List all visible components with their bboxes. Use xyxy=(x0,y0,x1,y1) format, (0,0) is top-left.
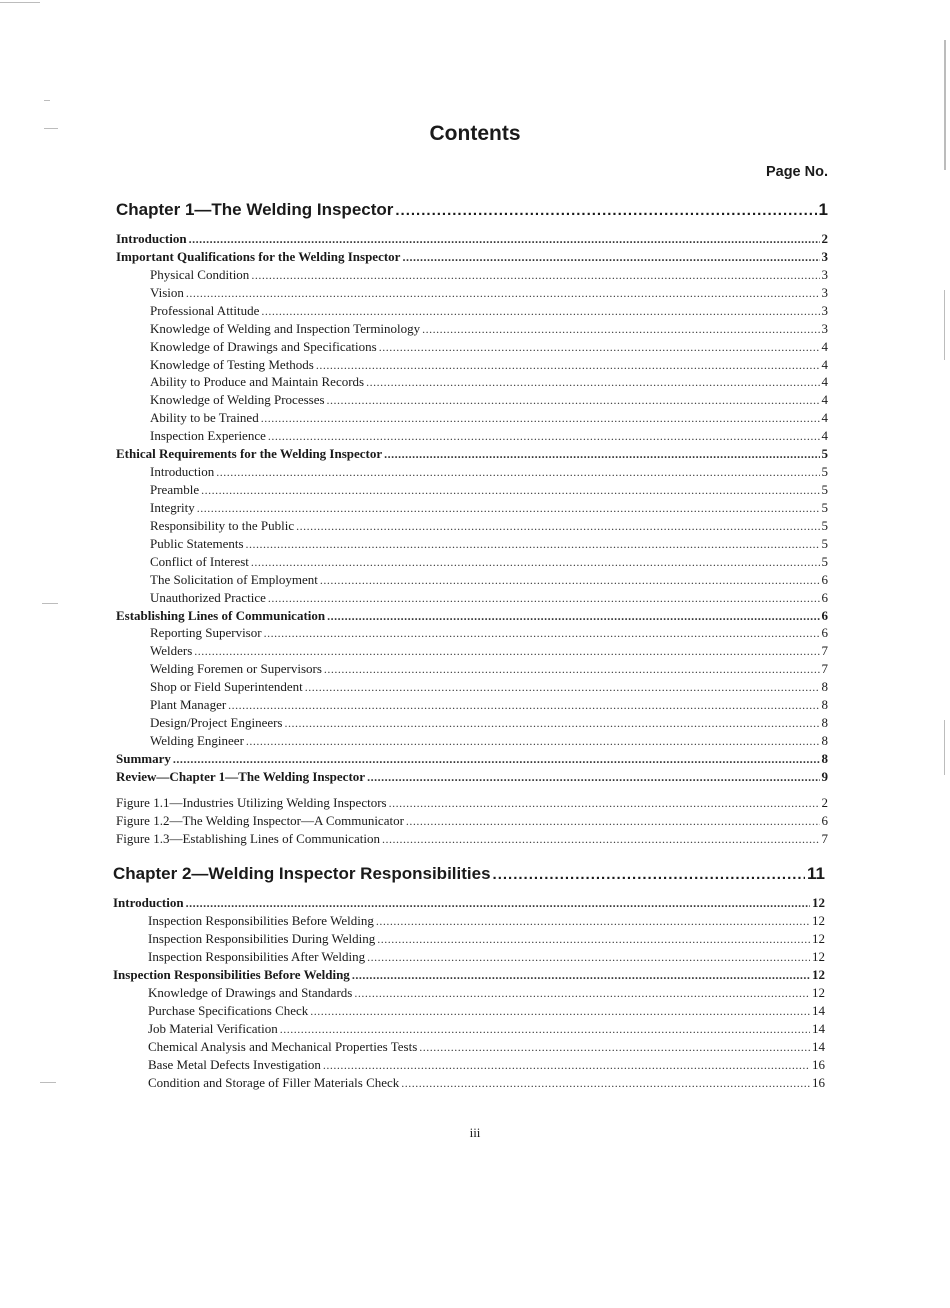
toc-entry-text: Inspection Experience xyxy=(150,428,266,444)
toc-entry-page: 8 xyxy=(821,733,828,749)
dot-leader xyxy=(352,966,810,984)
toc-entry-page: 14 xyxy=(812,1003,825,1018)
dot-leader xyxy=(402,248,819,266)
dot-leader xyxy=(310,1002,810,1020)
toc-subsection-entry[interactable] xyxy=(150,373,828,391)
toc-entry-text: Welding Engineer xyxy=(150,733,244,749)
toc-entry-text: Conflict of Interest xyxy=(150,553,249,569)
dot-leader xyxy=(197,499,820,517)
toc-entry-page: 5 xyxy=(821,499,828,515)
toc-entry-text: Summary xyxy=(116,750,171,766)
dot-leader xyxy=(216,463,819,481)
dot-leader xyxy=(285,714,820,732)
toc-entry-text: Shop or Field Superintendent xyxy=(150,679,303,695)
toc-subsection-entry[interactable] xyxy=(150,409,828,427)
toc-entry-page: 8 xyxy=(821,715,828,731)
toc-entry-text: Inspection Responsibilities Before Welding xyxy=(113,967,350,982)
toc-subsection-entry[interactable] xyxy=(148,1056,825,1074)
toc-subsection-entry[interactable] xyxy=(150,535,828,553)
toc-figure-entry[interactable] xyxy=(116,794,828,812)
toc-subsection-entry[interactable] xyxy=(150,302,828,320)
dot-leader xyxy=(395,199,816,223)
dot-leader xyxy=(367,768,819,786)
toc-entry-page: 4 xyxy=(821,338,828,354)
dot-leader xyxy=(324,660,820,678)
toc-entry-text: Establishing Lines of Communication xyxy=(116,607,326,623)
toc-section-entry[interactable] xyxy=(116,607,828,625)
toc-entry-text: Figure 1.2—The Welding Inspector—A Communicator xyxy=(116,813,404,828)
toc-entry-text: Chapter 2—Welding Inspector Responsibilities xyxy=(113,864,491,883)
scan-mark-left-4 xyxy=(40,1082,56,1083)
toc-entry-text: Design/Project Engineers xyxy=(150,715,283,731)
dot-leader xyxy=(389,794,820,812)
toc-entry-page: 6 xyxy=(821,813,828,828)
toc-entry-page: 5 xyxy=(821,464,828,480)
chapter-heading-2[interactable] xyxy=(113,862,825,886)
toc-entry-page: 8 xyxy=(821,697,828,713)
toc-entry-page: 7 xyxy=(821,831,828,846)
toc-subsection-entry[interactable] xyxy=(150,624,828,642)
dot-leader xyxy=(406,812,820,830)
toc-entry-page: 4 xyxy=(821,410,828,426)
toc-entry-text: Integrity xyxy=(150,499,195,515)
toc-entry-page: 7 xyxy=(821,661,828,677)
toc-entry-page: 2 xyxy=(821,231,828,246)
dot-leader xyxy=(264,624,820,642)
toc-entry-page: 5 xyxy=(821,517,828,533)
toc-entry-text: Unauthorized Practice xyxy=(150,589,266,605)
dot-leader xyxy=(384,445,819,463)
toc-entry-text: Vision xyxy=(150,284,184,300)
toc-entry-text: Knowledge of Drawings and Standards xyxy=(148,985,353,1000)
dot-leader xyxy=(186,894,810,912)
toc-subsection-entry[interactable] xyxy=(150,320,828,338)
toc-subsection-entry[interactable] xyxy=(148,1020,825,1038)
toc-entry-text: Knowledge of Welding and Inspection Terminology xyxy=(150,320,421,336)
toc-entry-text: Welding Foremen or Supervisors xyxy=(150,661,322,677)
toc-subsection-entry[interactable] xyxy=(150,571,828,589)
toc-figure-entry[interactable] xyxy=(116,812,828,830)
toc-entry-text: Ability to Produce and Maintain Records xyxy=(150,374,365,390)
toc-section-entry[interactable] xyxy=(116,230,828,248)
toc-subsection-entry[interactable] xyxy=(150,553,828,571)
toc-entry-text: Purchase Specifications Check xyxy=(148,1003,309,1018)
toc-entry-page: 3 xyxy=(821,302,828,318)
toc-entry-page: 3 xyxy=(821,266,828,282)
toc-subsection-entry[interactable] xyxy=(150,732,828,750)
toc-section-entry[interactable] xyxy=(113,894,825,912)
toc-entry-page: 4 xyxy=(821,374,828,390)
toc-subsection-entry[interactable] xyxy=(148,948,825,966)
toc-entry-text: Professional Attitude xyxy=(150,302,260,318)
toc-entry-page: 8 xyxy=(821,750,828,766)
scan-mark-left-3 xyxy=(42,603,58,604)
dot-leader xyxy=(173,750,820,768)
toc-subsection-entry[interactable] xyxy=(148,930,825,948)
scan-mark-right-1 xyxy=(944,40,946,170)
dot-leader xyxy=(280,1020,810,1038)
toc-entry-page: 5 xyxy=(821,535,828,551)
toc-entry-text: Ability to be Trained xyxy=(150,410,259,426)
toc-entry-page: 16 xyxy=(812,1057,825,1072)
chapter-heading-1[interactable] xyxy=(116,198,828,222)
toc-entry-text: Preamble xyxy=(150,482,200,498)
dot-leader xyxy=(323,1056,810,1074)
toc-entry-text: Figure 1.3—Establishing Lines of Communication xyxy=(116,831,380,846)
toc-entry-text: Review—Chapter 1—The Welding Inspector xyxy=(116,768,366,784)
toc-entry-page: 4 xyxy=(821,392,828,408)
toc-subsection-entry[interactable] xyxy=(150,391,828,409)
toc-entry-text: Introduction xyxy=(116,231,187,246)
toc-section-entry[interactable] xyxy=(116,768,828,786)
toc-entry-text: Chapter 1—The Welding Inspector xyxy=(116,200,394,219)
toc-entry-text: Knowledge of Drawings and Specifications xyxy=(150,338,377,354)
toc-entry-page: 14 xyxy=(812,1039,825,1054)
toc-entry-page: 12 xyxy=(812,931,825,946)
dot-leader xyxy=(251,266,819,284)
toc-entry-text: Important Qualifications for the Welding Inspector xyxy=(116,248,401,264)
dot-leader xyxy=(382,830,820,848)
dot-leader xyxy=(189,230,820,248)
dot-leader xyxy=(201,481,819,499)
toc-entry-text: Base Metal Defects Investigation xyxy=(148,1057,321,1072)
toc-entry-page: 4 xyxy=(821,356,828,372)
toc-subsection-entry[interactable] xyxy=(150,356,828,374)
toc-entry-page: 8 xyxy=(821,679,828,695)
dot-leader xyxy=(367,948,810,966)
toc-entry-page: 12 xyxy=(812,949,825,964)
dot-leader xyxy=(327,391,820,409)
dot-leader xyxy=(354,984,810,1002)
dot-leader xyxy=(379,338,820,356)
dot-leader xyxy=(419,1038,810,1056)
toc-entry-page: 5 xyxy=(821,553,828,569)
toc-entry-text: Knowledge of Testing Methods xyxy=(150,356,314,372)
toc-entry-page: 1 xyxy=(818,200,828,219)
toc-subsection-entry[interactable] xyxy=(150,481,828,499)
toc-entry-text: Inspection Responsibilities Before Welding xyxy=(148,913,374,928)
toc-entry-text: The Solicitation of Employment xyxy=(150,571,318,587)
dot-leader xyxy=(186,284,820,302)
toc-entry-page: 11 xyxy=(807,864,825,883)
toc-section-entry[interactable] xyxy=(116,750,828,768)
toc-entry-text: Public Statements xyxy=(150,535,244,551)
toc-entry-page: 12 xyxy=(812,967,825,982)
toc-entry-text: Chemical Analysis and Mechanical Properties Tests xyxy=(148,1039,418,1054)
toc-entry-page: 16 xyxy=(812,1075,825,1090)
toc-subsection-entry[interactable] xyxy=(148,1002,825,1020)
dot-leader xyxy=(194,642,819,660)
toc-entry-page: 5 xyxy=(821,446,828,462)
toc-subsection-entry[interactable] xyxy=(150,338,828,356)
toc-subsection-entry[interactable] xyxy=(150,284,828,302)
toc-entry-page: 9 xyxy=(821,768,828,784)
scan-mark-right-2 xyxy=(944,290,945,360)
toc-entry-page: 6 xyxy=(821,625,828,641)
toc-subsection-entry[interactable] xyxy=(150,660,828,678)
toc-subsection-entry[interactable] xyxy=(150,696,828,714)
dot-leader xyxy=(376,912,810,930)
toc-entry-text: Inspection Responsibilities During Welding xyxy=(148,931,376,946)
toc-entry-page: 3 xyxy=(821,248,828,264)
toc-entry-text: Figure 1.1—Industries Utilizing Welding Inspectors xyxy=(116,795,387,810)
toc-section-entry[interactable] xyxy=(116,445,828,463)
toc-subsection-entry[interactable] xyxy=(150,589,828,607)
page-folio: iii xyxy=(469,1125,481,1140)
dot-leader xyxy=(261,409,820,427)
dot-leader xyxy=(305,678,820,696)
toc-entry-page: 3 xyxy=(821,284,828,300)
dot-leader xyxy=(401,1074,810,1092)
dot-leader xyxy=(366,373,819,391)
dot-leader xyxy=(422,320,819,338)
dot-leader xyxy=(228,696,819,714)
dot-leader xyxy=(261,302,819,320)
scan-mark-top xyxy=(0,2,40,3)
toc-entry-text: Inspection Responsibilities After Welding xyxy=(148,949,366,964)
toc-subsection-entry[interactable] xyxy=(150,499,828,517)
toc-entry-text: Physical Condition xyxy=(150,266,250,282)
toc-subsection-entry[interactable] xyxy=(150,266,828,284)
dot-leader xyxy=(251,553,820,571)
toc-subsection-entry[interactable] xyxy=(150,463,828,481)
toc-entry-page: 3 xyxy=(821,320,828,336)
dot-leader xyxy=(268,427,820,445)
toc-subsection-entry[interactable] xyxy=(150,517,828,535)
dot-leader xyxy=(246,535,820,553)
toc-subsection-entry[interactable] xyxy=(148,984,825,1002)
toc-subsection-entry[interactable] xyxy=(150,427,828,445)
dot-leader xyxy=(246,732,820,750)
toc-entry-page: 7 xyxy=(821,643,828,659)
dot-leader xyxy=(493,863,805,887)
scan-mark-left-2 xyxy=(44,128,58,129)
toc-subsection-entry[interactable] xyxy=(150,678,828,696)
scan-mark-right-3 xyxy=(944,720,945,775)
toc-section-entry[interactable] xyxy=(116,248,828,266)
toc-entry-page: 12 xyxy=(812,913,825,928)
toc-entry-page: 12 xyxy=(812,895,825,910)
dot-leader xyxy=(320,571,820,589)
toc-figure-entry[interactable] xyxy=(116,830,828,848)
toc-entry-page: 6 xyxy=(821,571,828,587)
toc-subsection-entry[interactable] xyxy=(150,714,828,732)
toc-entry-page: 4 xyxy=(821,428,828,444)
scan-mark-left-1 xyxy=(44,100,50,101)
toc-entry-text: Job Material Verification xyxy=(148,1021,278,1036)
toc-entry-page: 2 xyxy=(821,795,828,810)
toc-entry-text: Ethical Requirements for the Welding Inspector xyxy=(116,446,383,462)
toc-entry-page: 5 xyxy=(821,482,828,498)
toc-entry-text: Reporting Supervisor xyxy=(150,625,262,641)
dot-leader xyxy=(268,589,820,607)
toc-entry-page: 6 xyxy=(821,589,828,605)
toc-subsection-entry[interactable] xyxy=(148,912,825,930)
toc-subsection-entry[interactable] xyxy=(148,1074,825,1092)
page-no-header: Page No. xyxy=(765,164,828,180)
dot-leader xyxy=(316,356,820,374)
page-title: Contents xyxy=(429,122,521,145)
toc-entry-page: 14 xyxy=(812,1021,825,1036)
toc-entry-text: Responsibility to the Public xyxy=(150,517,295,533)
toc-entry-text: Introduction xyxy=(113,895,184,910)
toc-subsection-entry[interactable] xyxy=(148,1038,825,1056)
toc-subsection-entry[interactable] xyxy=(150,642,828,660)
toc-entry-text: Introduction xyxy=(150,464,215,480)
toc-entry-text: Plant Manager xyxy=(150,697,227,713)
toc-entry-page: 6 xyxy=(821,607,828,623)
toc-section-entry[interactable] xyxy=(113,966,825,984)
toc-entry-text: Knowledge of Welding Processes xyxy=(150,392,325,408)
dot-leader xyxy=(327,607,819,625)
dot-leader xyxy=(377,930,810,948)
toc-entry-page: 12 xyxy=(812,985,825,1000)
toc-entry-text: Condition and Storage of Filler Materials Check xyxy=(148,1075,400,1090)
toc-entry-text: Welders xyxy=(150,643,193,659)
dot-leader xyxy=(296,517,819,535)
